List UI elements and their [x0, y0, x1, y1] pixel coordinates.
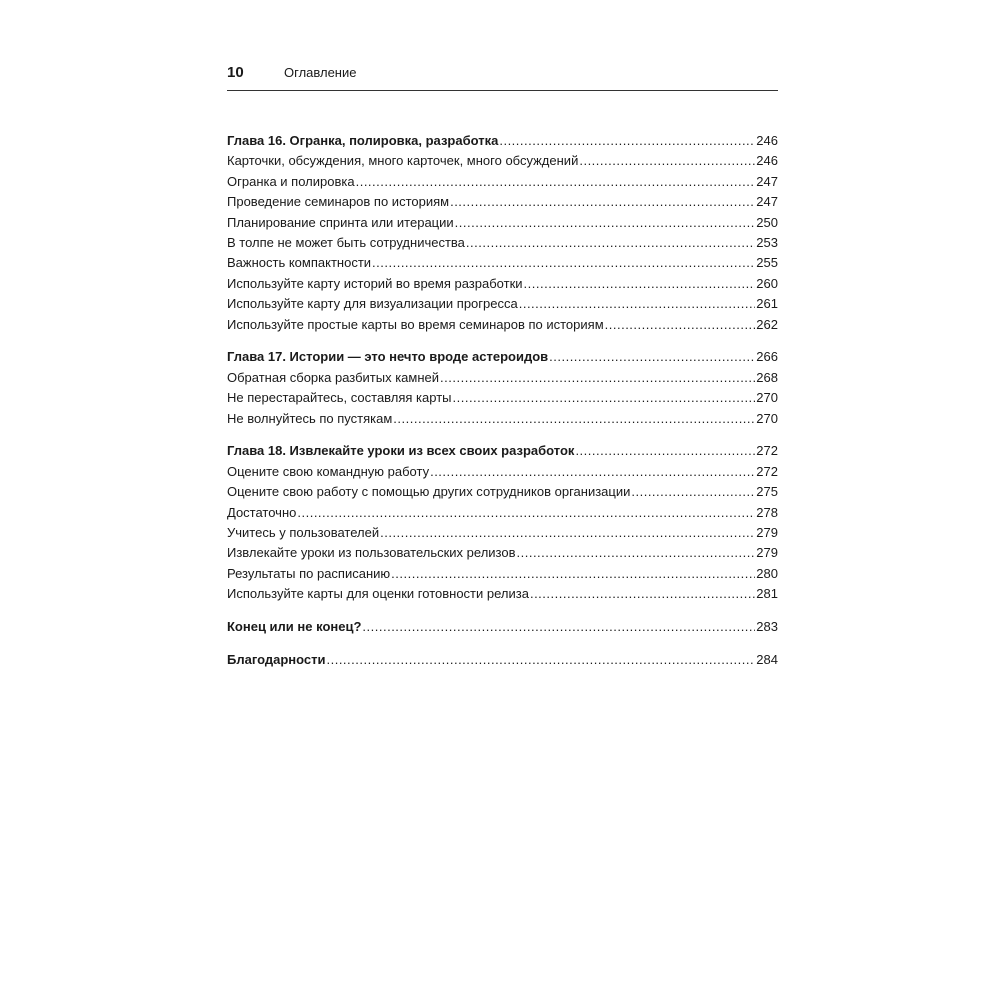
toc-entry-title: Карточки, обсуждения, много карточек, много обсуждений: [227, 153, 579, 169]
dot-leader: [380, 523, 755, 543]
toc-section-entry[interactable]: [227, 213, 778, 233]
toc-entry-page: 280: [756, 565, 778, 581]
toc-chapter-entry[interactable]: [227, 617, 778, 637]
toc-entry-page: 255: [756, 255, 778, 271]
toc-entry-page: 275: [756, 484, 778, 500]
toc-entry-title: Обратная сборка разбитых камней: [227, 369, 440, 385]
toc-entry-page: 272: [756, 443, 778, 459]
toc-section-entry[interactable]: [227, 274, 778, 294]
toc-entry-page: 284: [756, 651, 778, 667]
toc-entry-title: Оцените свою работу с помощью других сотрудников организации: [227, 484, 631, 500]
toc-entry-page: 279: [756, 525, 778, 541]
toc-section-entry[interactable]: [227, 462, 778, 482]
dot-leader: [297, 503, 755, 523]
dot-leader: [440, 368, 755, 388]
dot-leader: [430, 462, 755, 482]
toc-entry-title: Глава 17. Истории — это нечто вроде астероидов: [227, 349, 549, 365]
dot-leader: [450, 192, 755, 212]
dot-leader: [605, 315, 756, 335]
toc-entry-page: 279: [756, 545, 778, 561]
toc-entry-title: В толпе не может быть сотрудничества: [227, 234, 465, 250]
dot-leader: [631, 482, 755, 502]
toc-entry-page: 260: [756, 275, 778, 291]
toc-section-entry[interactable]: [227, 315, 778, 335]
toc-section-entry[interactable]: [227, 233, 778, 253]
dot-leader: [579, 151, 755, 171]
toc-entry-title: Используйте карту для визуализации прогресса: [227, 296, 518, 312]
dot-leader: [530, 584, 755, 604]
toc-section-entry[interactable]: [227, 564, 778, 584]
toc-entry-title: Важность компактности: [227, 255, 372, 271]
toc-section-entry[interactable]: [227, 482, 778, 502]
toc-section-entry[interactable]: [227, 253, 778, 273]
toc-entry-page: 272: [756, 463, 778, 479]
toc-group: [227, 650, 778, 670]
toc-group: [227, 617, 778, 637]
toc-section-entry[interactable]: [227, 543, 778, 563]
toc-entry-page: 278: [756, 504, 778, 520]
toc-entry-page: 247: [756, 194, 778, 210]
toc-section-entry[interactable]: [227, 172, 778, 192]
toc-section-entry[interactable]: [227, 388, 778, 408]
toc-entry-title: Конец или не конец?: [227, 619, 362, 635]
toc-entry-title: Проведение семинаров по историям: [227, 194, 450, 210]
document-page: [227, 64, 778, 683]
toc-entry-page: 281: [756, 586, 778, 602]
dot-leader: [326, 650, 755, 670]
toc-entry-title: Используйте простые карты во время семинаров по историям: [227, 316, 604, 332]
toc-chapter-entry[interactable]: [227, 441, 778, 461]
toc-entry-title: Планирование спринта или итерации: [227, 214, 454, 230]
toc-section-entry[interactable]: [227, 368, 778, 388]
toc-entry-page: 270: [756, 390, 778, 406]
toc-entry-title: Учитесь у пользователей: [227, 525, 380, 541]
dot-leader: [524, 274, 756, 294]
toc-entry-title: Не волнуйтесь по пустякам: [227, 410, 393, 426]
dot-leader: [549, 347, 755, 367]
header-title: Оглавление: [284, 65, 357, 80]
toc-section-entry[interactable]: [227, 503, 778, 523]
toc-entry-title: Глава 16. Огранка, полировка, разработка: [227, 133, 499, 148]
toc-group: [227, 131, 778, 335]
toc-entry-page: 270: [756, 410, 778, 426]
toc-section-entry[interactable]: [227, 409, 778, 429]
toc-group: [227, 441, 778, 604]
toc-entry-page: 246: [756, 133, 778, 148]
dot-leader: [372, 253, 755, 273]
toc-entry-title: Результаты по расписанию: [227, 565, 391, 581]
toc-entry-title: Не перестарайтесь, составляя карты: [227, 390, 452, 406]
toc-entry-page: 261: [756, 296, 778, 312]
dot-leader: [466, 233, 755, 253]
toc-section-entry[interactable]: [227, 294, 778, 314]
toc-chapter-entry[interactable]: [227, 131, 778, 151]
toc-entry-title: Глава 18. Извлекайте уроки из всех своих разработок: [227, 443, 575, 459]
toc-entry-page: 266: [756, 349, 778, 365]
toc-entry-page: 247: [756, 173, 778, 189]
toc-section-entry[interactable]: [227, 192, 778, 212]
dot-leader: [519, 294, 756, 314]
dot-leader: [391, 564, 755, 584]
dot-leader: [362, 617, 755, 637]
running-header: [227, 64, 778, 91]
toc-entry-page: 283: [756, 619, 778, 635]
toc-chapter-entry[interactable]: [227, 650, 778, 670]
dot-leader: [455, 213, 756, 233]
toc-entry-page: 250: [756, 214, 778, 230]
toc-section-entry[interactable]: [227, 523, 778, 543]
toc-entry-page: 246: [756, 153, 778, 169]
toc-entry-page: 268: [756, 369, 778, 385]
toc-entry-title: Благодарности: [227, 651, 326, 667]
toc-entry-title: Достаточно: [227, 504, 297, 520]
page-number: 10: [227, 64, 244, 81]
dot-leader: [499, 131, 755, 151]
dot-leader: [517, 543, 756, 563]
dot-leader: [575, 441, 755, 461]
toc-entry-title: Огранка и полировка: [227, 173, 355, 189]
toc-entry-page: 253: [756, 234, 778, 250]
dot-leader: [393, 409, 755, 429]
dot-leader: [453, 388, 756, 408]
toc-entry-title: Оцените свою командную работу: [227, 463, 430, 479]
toc-section-entry[interactable]: [227, 151, 778, 171]
toc-entry-title: Извлекайте уроки из пользовательских релизов: [227, 545, 516, 561]
dot-leader: [356, 172, 756, 192]
toc-entry-page: 262: [756, 316, 778, 332]
toc-entry-title: Используйте карту историй во время разработки: [227, 275, 523, 291]
toc-section-entry[interactable]: [227, 584, 778, 604]
toc-chapter-entry[interactable]: [227, 347, 778, 367]
toc-group: [227, 347, 778, 429]
table-of-contents: [227, 131, 778, 670]
toc-entry-title: Используйте карты для оценки готовности релиза: [227, 586, 529, 602]
